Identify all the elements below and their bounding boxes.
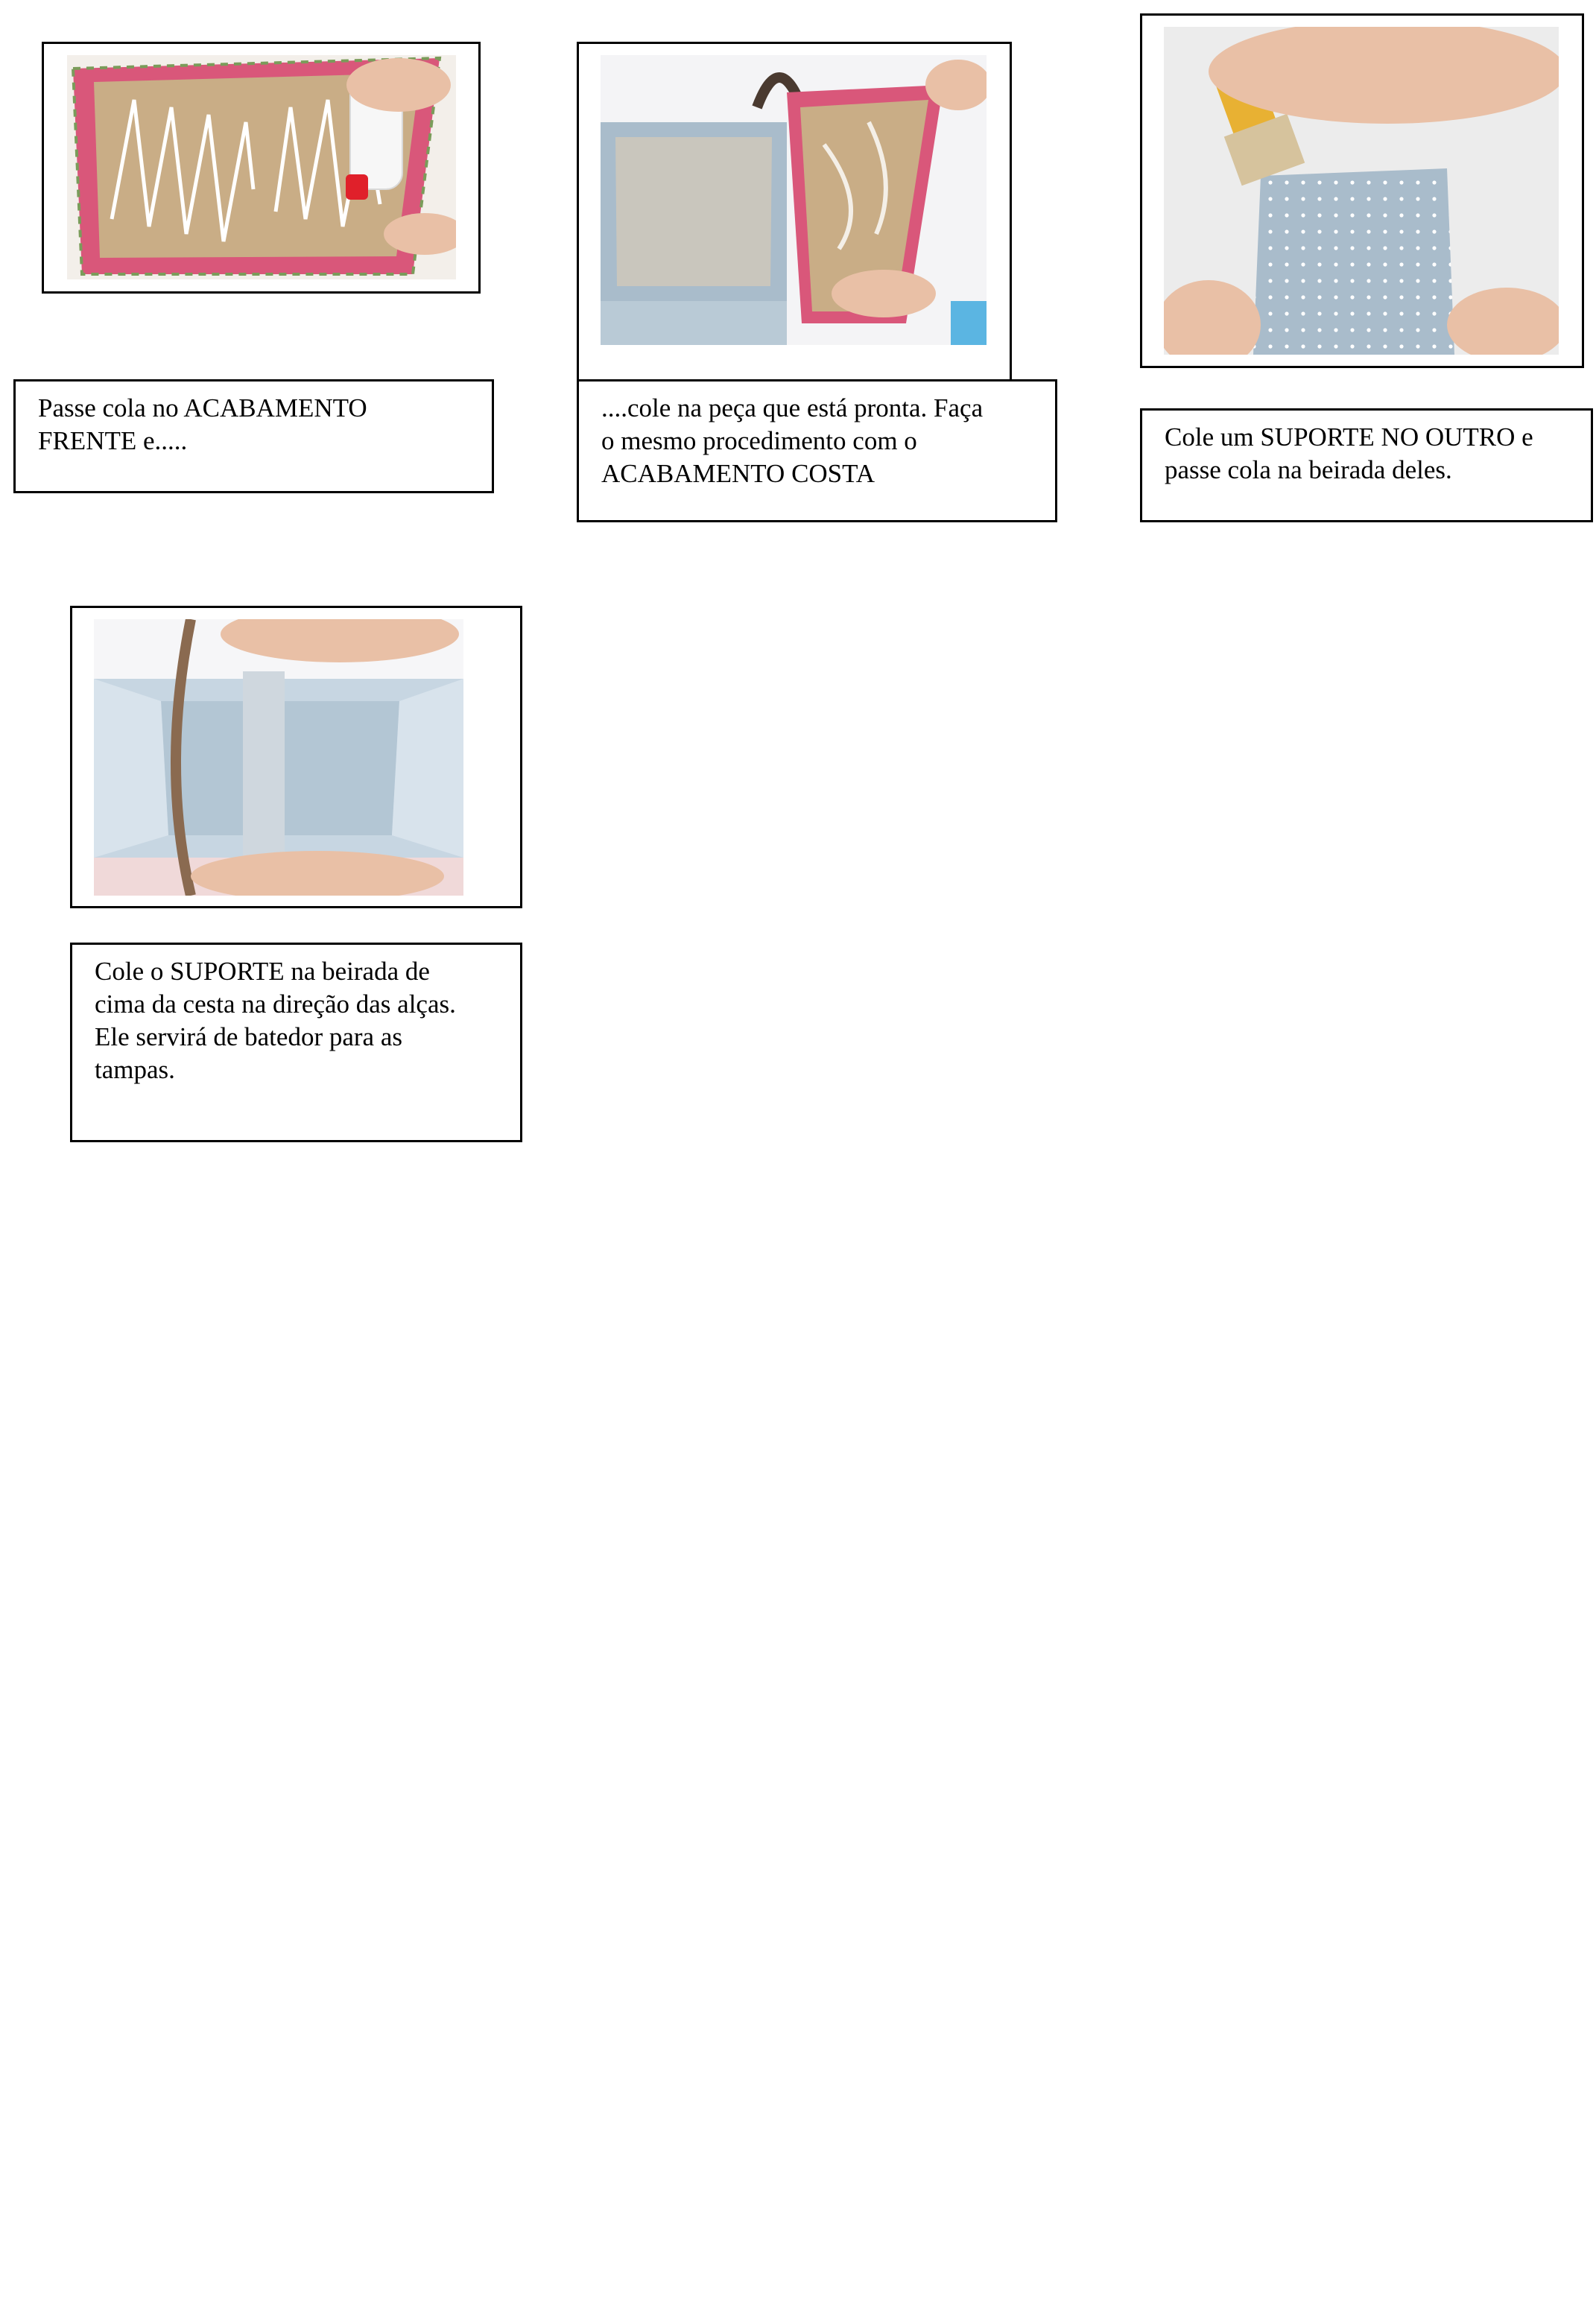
step-4-caption: Cole o SUPORTE na beirada de cima da cesta na direção das alças. Ele servirá de batedor para as tampas. <box>70 943 522 1142</box>
step-3-photo <box>1164 27 1559 355</box>
step-2-caption: ....cole na peça que está pronta. Faça o mesmo procedimento com o ACABAMENTO COSTA <box>577 379 1057 522</box>
step-1-caption: Passe cola no ACABAMENTO FRENTE e..... <box>13 379 494 493</box>
step-1-photo <box>67 55 456 279</box>
step-4-photo <box>94 619 463 896</box>
step-2-photo <box>601 55 987 345</box>
step-3-caption: Cole um SUPORTE NO OUTRO e passe cola na beirada deles. <box>1140 408 1593 522</box>
